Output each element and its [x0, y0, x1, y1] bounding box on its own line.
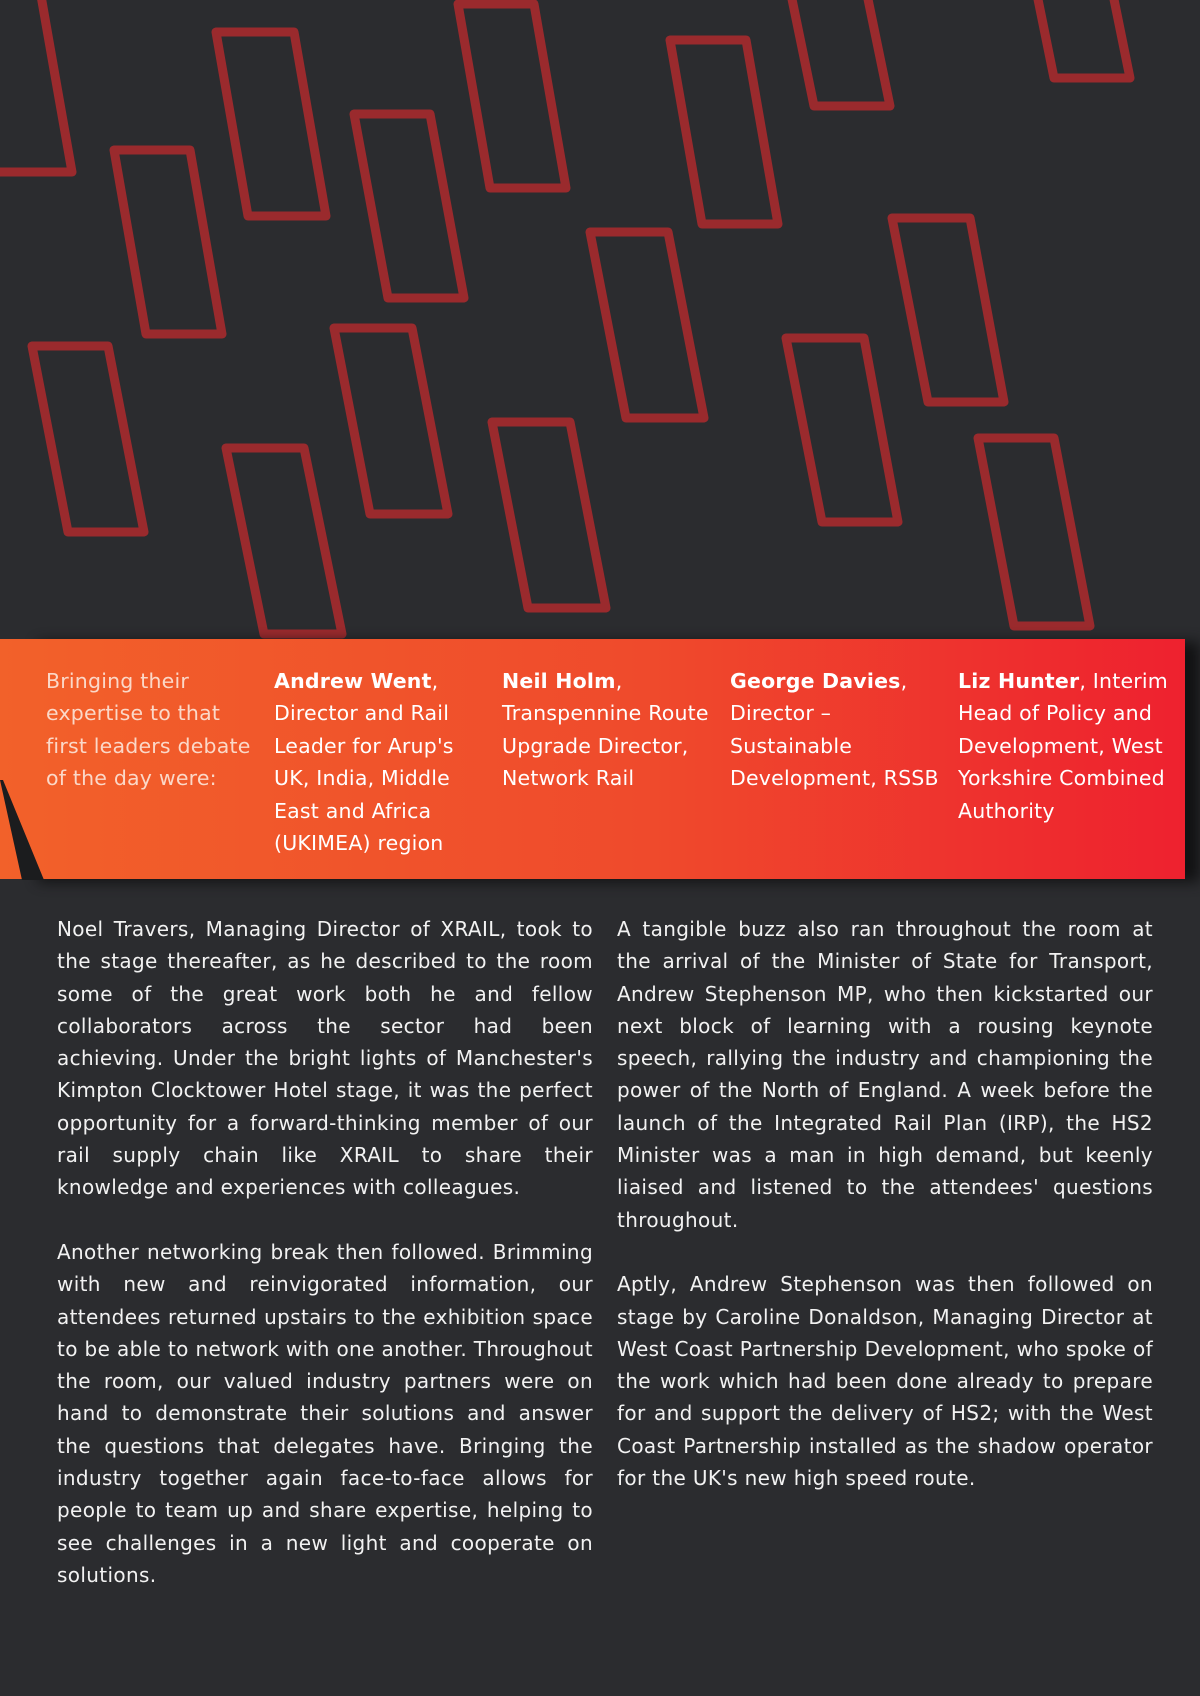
pattern-shape	[458, 4, 566, 188]
speaker-name: Neil Holm	[502, 669, 616, 693]
pattern-shape	[114, 150, 222, 334]
speaker-andrew-went: Andrew Went, Director and Rail Leader for Arup's UK, India, Middle East and Africa (UKIMEA) region	[274, 669, 454, 856]
pattern-shape	[978, 438, 1090, 626]
pattern-shape	[786, 0, 890, 106]
panel-intro: Bringing their expertise to that first leaders debate of the day were:	[46, 669, 251, 791]
pattern-shape	[216, 32, 326, 216]
article-paragraph: Noel Travers, Managing Director of XRAIL, took to the stage thereafter, as he described to the room some of the great work both he and fellow collaborators across the sector had been achieving. Under the bright lights of Manchester's Kimpton Clocktower Hotel stage, it was the perfect opportunity for a forward-thinking member of our rail supply chain like XRAIL to share their knowledge and experiences with colleagues.	[57, 917, 593, 1200]
pattern-shape	[32, 346, 144, 532]
decorative-parallelogram-pattern	[0, 0, 1200, 640]
article-paragraph: A tangible buzz also ran throughout the room at the arrival of the Minister of State for Transport, Andrew Stephenson MP, who then kickstarted our next block of learning with a rousing keynote speech, rallying the industry and championing the power of the North of England. A week before the launch of the Integrated Rail Plan (IRP), the HS2 Minister was a man in high demand, but keenly liaised and listened to the attendees' questions throughout.	[617, 917, 1153, 1232]
pattern-shape	[590, 232, 704, 418]
speaker-name: George Davies	[730, 669, 901, 693]
speaker-george-davies: George Davies, Director – Sustainable Development, RSSB	[730, 669, 939, 791]
article-paragraph: Another networking break then followed. Brimming with new and reinvigorated information, our attendees returned upstairs to the exhibition space to be able to network with one another. Throughout the room, our valued industry partners were on hand to demonstrate their solutions and answer the questions that delegates have. Bringing the industry together again face-to-face allows for people to team up and share expertise, helping to see challenges in a new light and cooperate on solutions.	[57, 1239, 593, 1587]
pattern-shape	[1030, 0, 1130, 78]
speaker-liz-hunter: Liz Hunter, Interim Head of Policy and Development, West Yorkshire Combined Authority	[958, 669, 1168, 823]
pattern-shape	[226, 448, 342, 634]
article-left-column	[57, 913, 593, 1624]
speaker-neil-holm: Neil Holm, Transpennine Route Upgrade Director, Network Rail	[502, 669, 709, 791]
speaker-role: Director and Rail Leader for Arup's UK, India, Middle East and Africa (UKIMEA) region	[274, 701, 454, 856]
speaker-name: Liz Hunter	[958, 669, 1080, 693]
speaker-name: Andrew Went	[274, 669, 432, 693]
pattern-shape	[786, 338, 898, 522]
speaker-role: Transpennine Route Upgrade Director, Network Rail	[502, 701, 709, 791]
pattern-shape	[0, 0, 72, 172]
pattern-shape	[492, 422, 606, 608]
pattern-shape	[670, 40, 778, 224]
article-paragraph: Aptly, Andrew Stephenson was then followed on stage by Caroline Donaldson, Managing Director at West Coast Partnership Development, who spoke of the work which had been done already to prepare for and support the delivery of HS2; with the West Coast Partnership installed as the shadow operator for the UK's new high speed route.	[617, 1272, 1153, 1491]
pattern-shape	[892, 218, 1004, 402]
speaker-role: Interim Head of Policy and Development, West Yorkshire Combined Authority	[958, 669, 1168, 823]
pattern-shape	[354, 114, 464, 298]
article-right-column	[617, 913, 1153, 1527]
speaker-role: Director – Sustainable Development, RSSB	[730, 701, 939, 791]
pattern-shape	[334, 328, 448, 514]
